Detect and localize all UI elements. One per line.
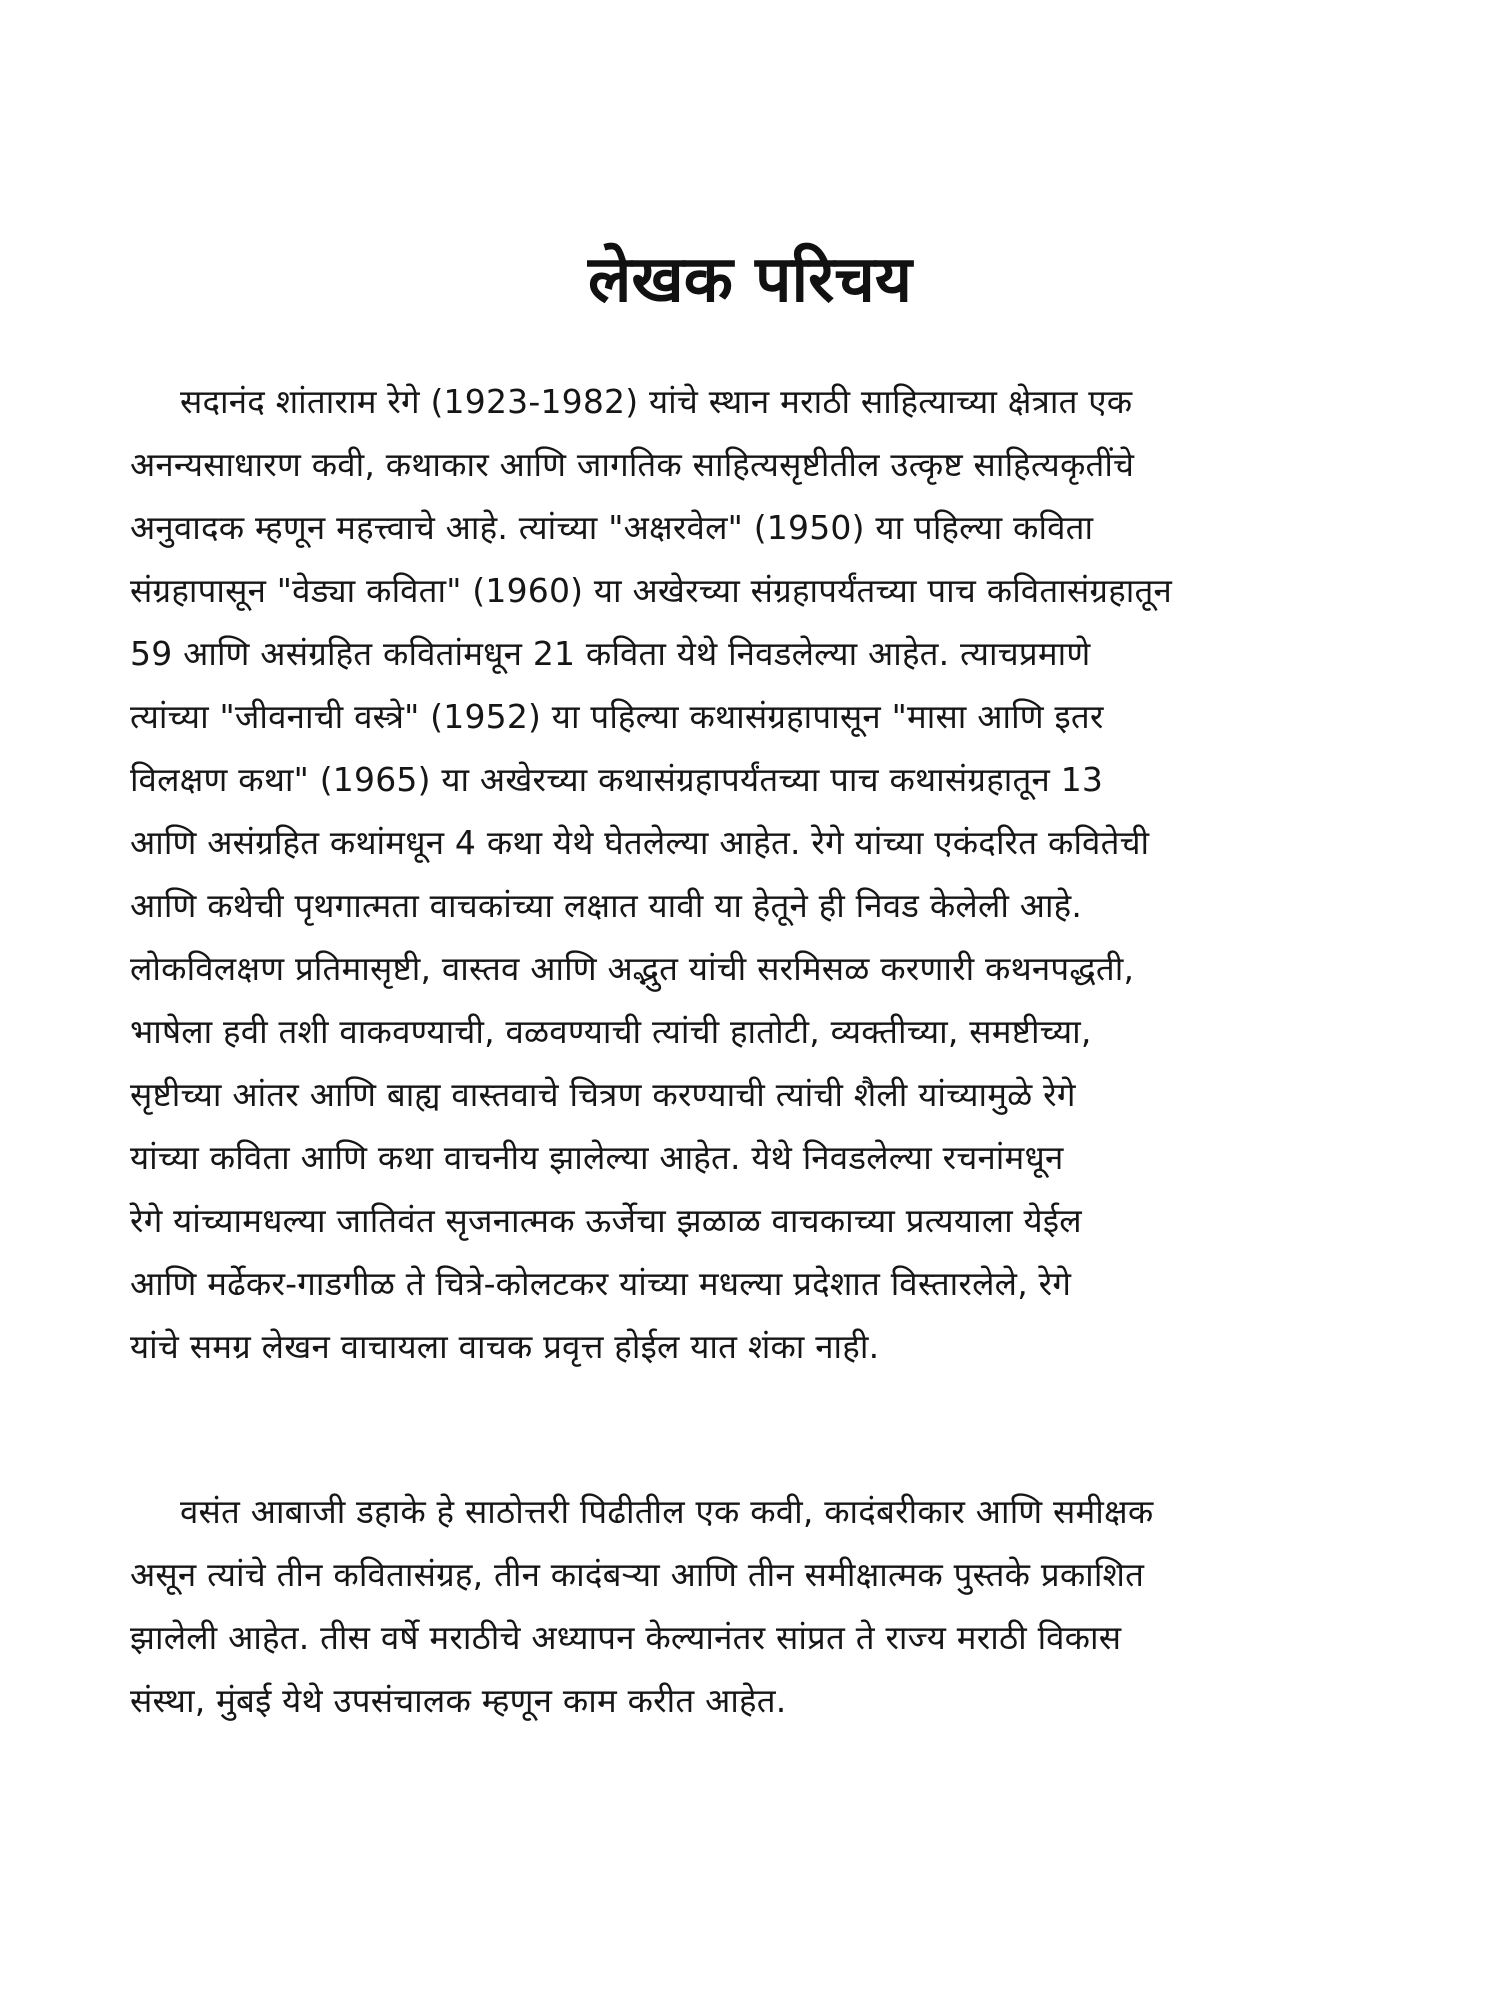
- page-title: लेखक परिचय: [587, 243, 913, 317]
- paragraph-line: 59 आणि असंग्रहित कवितांमधून 21 कविता येथे निवडलेल्या आहेत. त्याचप्रमाणे: [130, 634, 1091, 673]
- paragraph-line: वसंत आबाजी डहाके हे साठोत्तरी पिढीतील एक कवी, कादंबरीकार आणि समीक्षक: [180, 1492, 1154, 1531]
- paragraph-line: सृष्टीच्या आंतर आणि बाह्य वास्तवाचे चित्रण करण्याची त्यांची शैली यांच्यामुळे रेगे: [130, 1075, 1076, 1114]
- paragraph-line: सदानंद शांताराम रेगे (1923-1982) यांचे स्थान मराठी साहित्याच्या क्षेत्रात एक: [180, 382, 1133, 421]
- paragraph-line: विलक्षण कथा" (1965) या अखेरच्या कथासंग्रहापर्यंतच्या पाच कथासंग्रहातून 13: [130, 760, 1104, 799]
- paragraph-line: झालेली आहेत. तीस वर्षे मराठीचे अध्यापन केल्यानंतर सांप्रत ते राज्य मराठी विकास: [130, 1618, 1122, 1657]
- paragraph-line: आणि कथेची पृथगात्मता वाचकांच्या लक्षात यावी या हेतूने ही निवड केलेली आहे.: [130, 886, 1083, 925]
- paragraph-line: आणि मर्ढेकर-गाडगीळ ते चित्रे-कोलटकर यांच्या मधल्या प्रदेशात विस्तारलेले, रेगे: [130, 1264, 1072, 1303]
- paragraph-line: आणि असंग्रहित कथांमधून 4 कथा येथे घेतलेल्या आहेत. रेगे यांच्या एकंदरित कवितेची: [130, 823, 1150, 862]
- paragraph-line: लोकविलक्षण प्रतिमासृष्टी, वास्तव आणि अद्भुत यांची सरमिसळ करणारी कथनपद्धती,: [130, 949, 1135, 988]
- paragraph-line: असून त्यांचे तीन कवितासंग्रह, तीन कादंबऱ्या आणि तीन समीक्षात्मक पुस्तके प्रकाशित: [130, 1555, 1145, 1594]
- paragraph-line: अनुवादक म्हणून महत्त्वाचे आहे. त्यांच्या "अक्षरवेल" (1950) या पहिल्या कविता: [130, 508, 1094, 547]
- paragraph-line: संग्रहापासून "वेड्या कविता" (1960) या अखेरच्या संग्रहापर्यंतच्या पाच कवितासंग्रहातून: [130, 571, 1173, 610]
- paragraph-author-sadanand-rege: [130, 370, 1380, 1378]
- paragraph-line: यांच्या कविता आणि कथा वाचनीय झालेल्या आहेत. येथे निवडलेल्या रचनांमधून: [130, 1138, 1064, 1177]
- paragraph-line: त्यांच्या "जीवनाची वस्त्रे" (1952) या पहिल्या कथासंग्रहापासून "मासा आणि इतर: [130, 697, 1104, 736]
- paragraph-line: यांचे समग्र लेखन वाचायला वाचक प्रवृत्त होईल यात शंका नाही.: [130, 1327, 880, 1366]
- paragraph-line: भाषेला हवी तशी वाकवण्याची, वळवण्याची त्यांची हातोटी, व्यक्तीच्या, समष्टीच्या,: [130, 1012, 1092, 1051]
- paragraph-line: संस्था, मुंबई येथे उपसंचालक म्हणून काम करीत आहेत.: [130, 1681, 787, 1720]
- paragraph-line: अनन्यसाधारण कवी, कथाकार आणि जागतिक साहित्यसृष्टीतील उत्कृष्ट साहित्यकृतींचे: [130, 445, 1135, 484]
- paragraph-author-vasant-dahake: [130, 1480, 1380, 1732]
- paragraph-line: रेगे यांच्यामधल्या जातिवंत सृजनात्मक ऊर्जेचा झळाळ वाचकाच्या प्रत्ययाला येईल: [130, 1201, 1082, 1240]
